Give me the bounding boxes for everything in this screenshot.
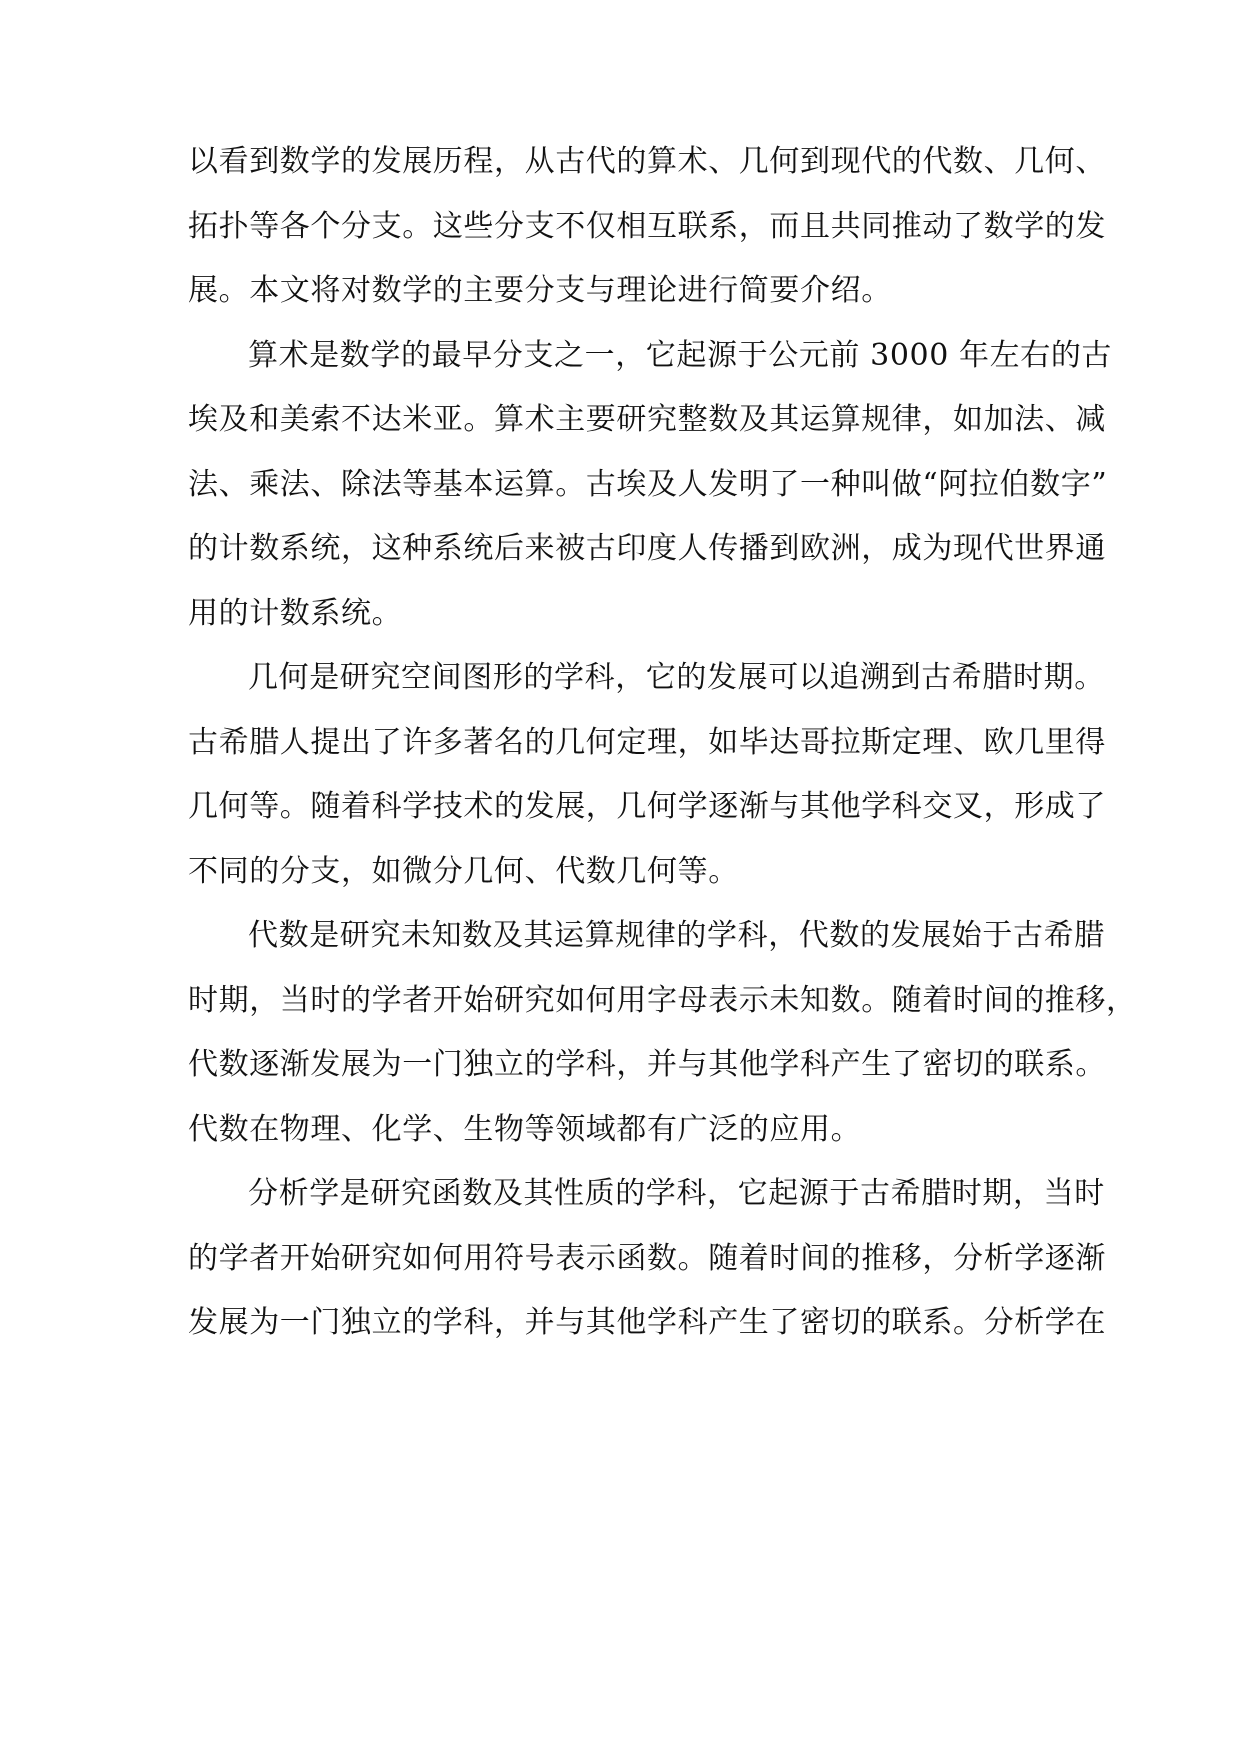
text-line: 法、乘法、除法等基本运算。古埃及人发明了一种叫做“阿拉伯数字” xyxy=(188,466,1108,502)
paragraph-analysis xyxy=(188,1162,1106,1356)
text-line: 代数逐渐发展为一门独立的学科，并与其他学科产生了密切的联系。 xyxy=(188,1047,1106,1082)
text-line: 不同的分支，如微分几何、代数几何等。 xyxy=(188,853,739,889)
text-line: 的计数系统，这种系统后来被古印度人传播到欧洲，成为现代世界通 xyxy=(188,531,1106,566)
text-line: 展。本文将对数学的主要分支与理论进行简要介绍。 xyxy=(188,273,892,308)
text-line: 埃及和美索不达米亚。算术主要研究整数及其运算规律，如加法、减 xyxy=(188,402,1106,437)
text-line: 的学者开始研究如何用符号表示函数。随着时间的推移，分析学逐渐 xyxy=(188,1240,1106,1276)
text-line: 代数在物理、化学、生物等领域都有广泛的应用。 xyxy=(188,1111,862,1147)
text-line: 代数是研究未知数及其运算规律的学科，代数的发展始于古希腊 xyxy=(248,918,1105,953)
paragraph-intro-continuation xyxy=(188,130,1106,324)
paragraph-geometry xyxy=(188,646,1106,904)
text-line: 发展为一门独立的学科，并与其他学科产生了密切的联系。分析学在 xyxy=(188,1305,1106,1340)
text-line: 分析学是研究函数及其性质的学科，它起源于古希腊时期，当时 xyxy=(248,1176,1105,1211)
paragraph-algebra xyxy=(188,904,1137,1162)
text-line: 几何等。随着科学技术的发展，几何学逐渐与其他学科交叉，形成了 xyxy=(188,789,1106,824)
text-line: 几何是研究空间图形的学科，它的发展可以追溯到古希腊时期。 xyxy=(248,660,1105,695)
text-line: 以看到数学的发展历程，从古代的算术、几何到现代的代数、几何、 xyxy=(188,144,1106,179)
text-line: 拓扑等各个分支。这些分支不仅相互联系，而且共同推动了数学的发 xyxy=(188,208,1106,244)
text-line: 用的计数系统。 xyxy=(188,595,403,631)
text-line: 算术是数学的最早分支之一，它起源于公元前 3000 年左右的古 xyxy=(248,337,1113,373)
text-line: 古希腊人提出了许多著名的几何定理，如毕达哥拉斯定理、欧几里得 xyxy=(188,724,1106,760)
text-line: 时期，当时的学者开始研究如何用字母表示未知数。随着时间的推移， xyxy=(188,982,1137,1018)
paragraph-arithmetic xyxy=(188,324,1113,647)
document-body xyxy=(188,130,1137,1356)
